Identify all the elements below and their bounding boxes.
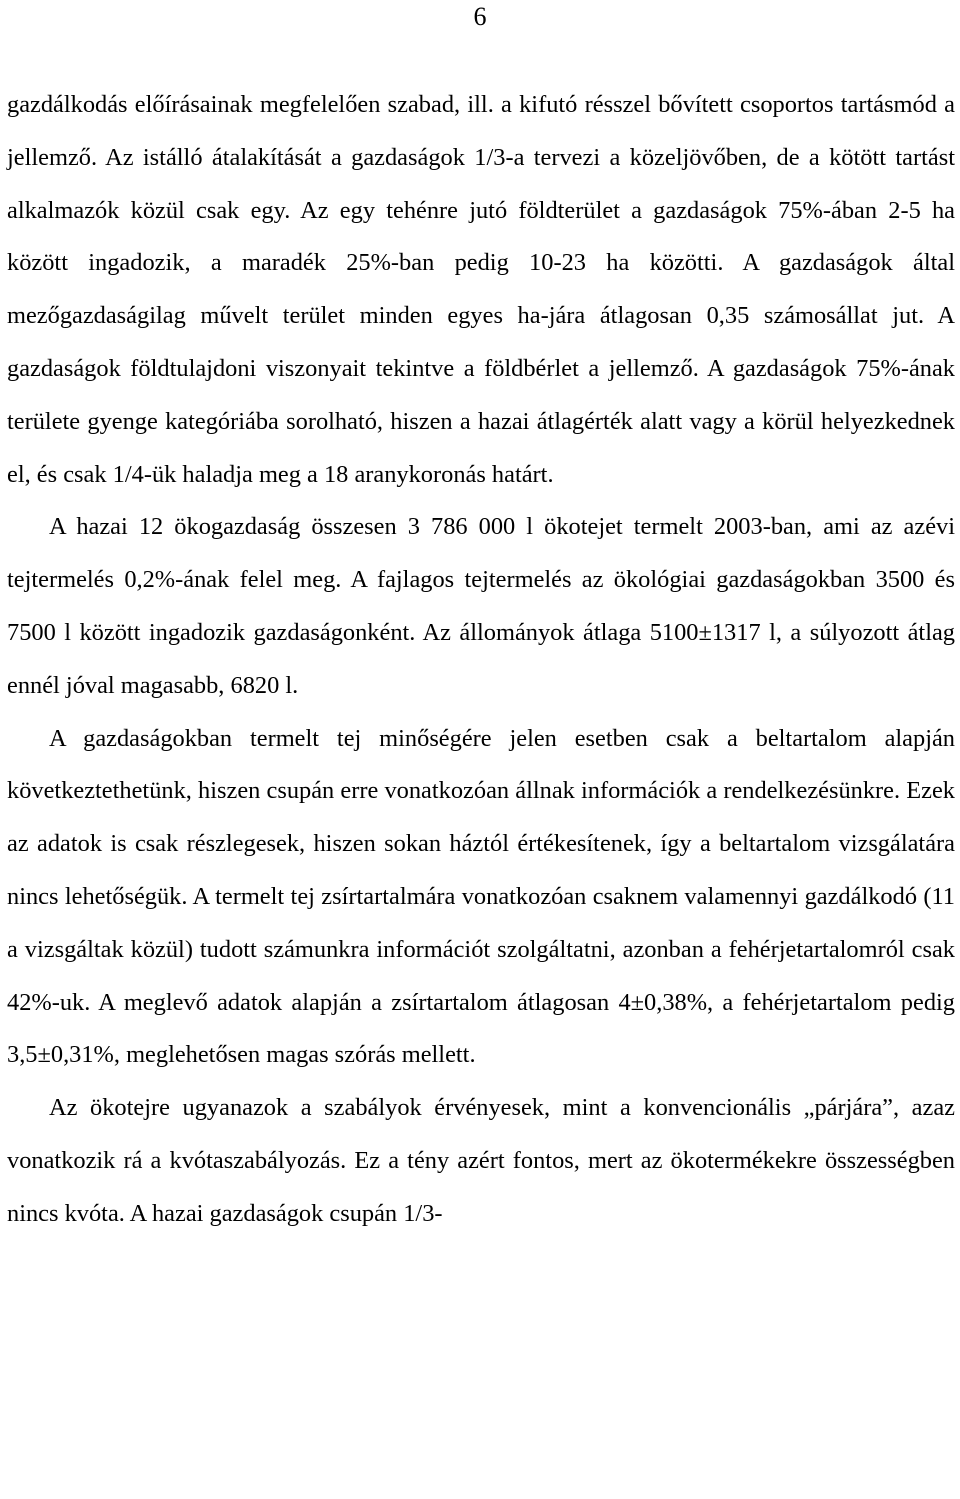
page-number: 6 [473, 2, 487, 31]
paragraph-farm-conditions: gazdálkodás előírásainak megfelelően szabad, ill. a kifutó résszel bővített csoportos tartásmód a jellemző. Az istálló átalakítását a gazdaságok 1/3-a tervezi a közeljövőben, de a kötött tartást alkalmazók közül csak egy. Az egy tehénre jutó földterület a gazdaságok 75%-ában 2-5 ha között ingadozik, a maradék 25%-ban pedig 10-23 ha közötti. A gazdaságok által mezőgazdaságilag művelt terület minden egyes ha-jára átlagosan 0,35 számosállat jut. A gazdaságok földtulajdoni viszonyait tekintve a földbérlet a jellemző. A gazdaságok 75%-ának területe gyenge kategóriába sorolható, hiszen a hazai átlagérték alatt vagy a körül helyezkednek el, és csak 1/4-ük haladja meg a 18 aranykoronás határt. [7, 91, 955, 488]
paragraph-quota-rules: Az ökotejre ugyanazok a szabályok érvényesek, mint a konvencionális „párjára”, azaz vonatkozik rá a kvótaszabályozás. Ez a tény azért fontos, mert az ökotermékekre összességben nincs kvóta. A hazai gazdaságok csupán 1/3- [7, 1094, 955, 1227]
paragraph-milk-quality: A gazdaságokban termelt tej minőségére jelen esetben csak a beltartalom alapján következtethetünk, hiszen csupán erre vonatkozóan állnak információk a rendelkezésünkre. Ezek az adatok is csak részlegesek, hiszen sokan háztól értékesítenek, így a beltartalom vizsgálatára nincs lehetőségük. A termelt tej zsírtartalmára vonatkozóan csaknem valamennyi gazdálkodó (11 a vizsgáltak közül) tudott számunkra információt szolgáltatni, azonban a fehérjetartalomról csak 42%-uk. A meglevő adatok alapján a zsírtartalom átlagosan 4±0,38%, a fehérjetartalom pedig 3,5±0,31%, meglehetősen magas szórás mellett. [7, 724, 955, 1069]
paragraph-milk-production: A hazai 12 ökogazdaság összesen 3 786 000 l ökotejet termelt 2003-ban, ami az azévi tejtermelés 0,2%-ának felel meg. A fajlagos tejtermelés az ökológiai gazdaságokban 3500 és 7500 l között ingadozik gazdaságonként. Az állományok átlaga 5100±1317 l, a súlyozott átlag ennél jóval magasabb, 6820 l. [7, 513, 955, 699]
document-body [7, 79, 955, 1241]
